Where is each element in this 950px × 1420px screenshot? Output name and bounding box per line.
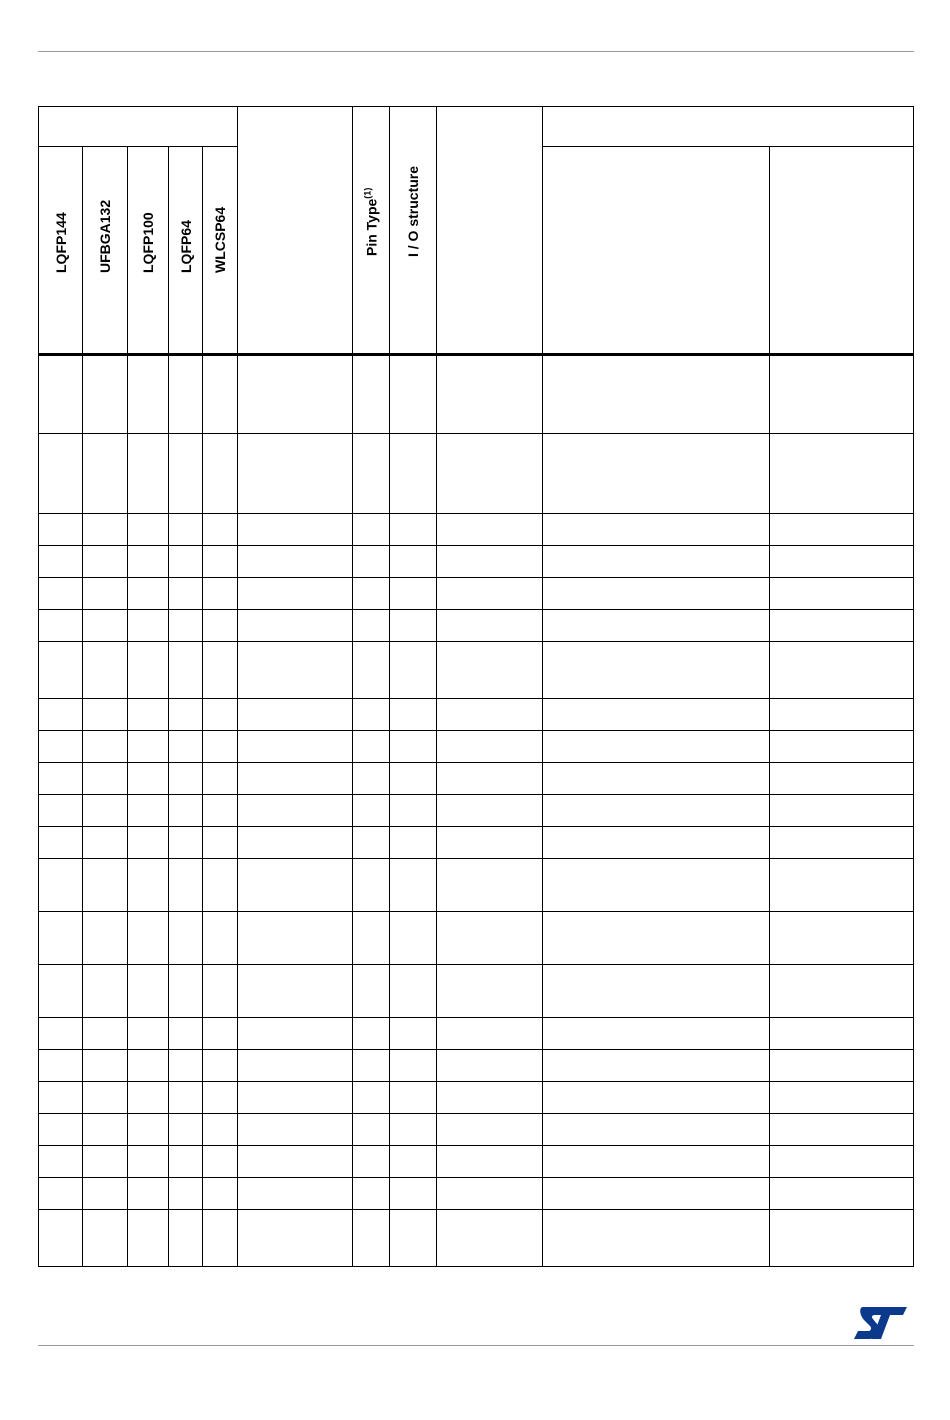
- table-cell: [437, 355, 543, 434]
- table-cell: [390, 763, 437, 795]
- table-row: [39, 434, 914, 514]
- table-row: [39, 1114, 914, 1146]
- table-cell: [390, 578, 437, 610]
- table-cell: [390, 965, 437, 1018]
- table-cell: [770, 1210, 914, 1267]
- table-row: [39, 731, 914, 763]
- table-cell: [390, 1082, 437, 1114]
- footer-rule: [38, 1345, 914, 1346]
- table-cell: [238, 965, 353, 1018]
- table-cell: [83, 434, 128, 514]
- table-cell: [203, 610, 238, 642]
- lqfp144-header-cell: [39, 147, 83, 355]
- table-cell: [390, 795, 437, 827]
- table-cell: [128, 699, 169, 731]
- table-cell: [169, 642, 203, 699]
- table-cell: [238, 1210, 353, 1267]
- table-cell: [238, 355, 353, 434]
- table-cell: [437, 578, 543, 610]
- table-cell: [203, 434, 238, 514]
- table-cell: [203, 1146, 238, 1178]
- table-cell: [39, 699, 83, 731]
- table-cell: [169, 1146, 203, 1178]
- table-cell: [353, 434, 390, 514]
- table-cell: [238, 642, 353, 699]
- table-cell: [770, 965, 914, 1018]
- table-row: [39, 795, 914, 827]
- ufbga132-label: UFBGA132: [97, 199, 113, 273]
- table-cell: [83, 1210, 128, 1267]
- table-cell: [39, 514, 83, 546]
- table-cell: [128, 1018, 169, 1050]
- table-cell: [39, 795, 83, 827]
- table-cell: [83, 699, 128, 731]
- table-cell: [353, 1210, 390, 1267]
- table-cell: [238, 827, 353, 859]
- table-cell: [437, 610, 543, 642]
- table-cell: [83, 1050, 128, 1082]
- table-row: [39, 1050, 914, 1082]
- table-cell: [353, 642, 390, 699]
- table-cell: [353, 965, 390, 1018]
- table-cell: [203, 1178, 238, 1210]
- table-cell: [390, 546, 437, 578]
- table-cell: [128, 610, 169, 642]
- table-cell: [203, 1050, 238, 1082]
- table-cell: [203, 731, 238, 763]
- table-cell: [39, 434, 83, 514]
- table-cell: [39, 546, 83, 578]
- table-cell: [39, 912, 83, 965]
- table-cell: [203, 699, 238, 731]
- table-cell: [437, 763, 543, 795]
- table-cell: [437, 1210, 543, 1267]
- io-structure-label: I / O structure: [405, 165, 422, 257]
- table-cell: [238, 1178, 353, 1210]
- table-body: [39, 355, 914, 1267]
- table-cell: [770, 434, 914, 514]
- lqfp64-header-cell: [169, 147, 203, 355]
- table-cell: [770, 912, 914, 965]
- table-cell: [83, 763, 128, 795]
- table-cell: [543, 546, 770, 578]
- table-cell: [353, 731, 390, 763]
- table-cell: [169, 1210, 203, 1267]
- table-cell: [437, 1018, 543, 1050]
- table-cell: [390, 1178, 437, 1210]
- wlcsp64-header-cell: [203, 147, 238, 355]
- table-cell: [543, 912, 770, 965]
- table-cell: [169, 1018, 203, 1050]
- table-cell: [543, 1114, 770, 1146]
- table-cell: [437, 699, 543, 731]
- table-cell: [238, 912, 353, 965]
- table-cell: [770, 1082, 914, 1114]
- table-cell: [353, 859, 390, 912]
- alternate-functions-header-cell: [543, 147, 770, 355]
- table-cell: [437, 546, 543, 578]
- table-cell: [128, 965, 169, 1018]
- table-cell: [543, 578, 770, 610]
- table-cell: [353, 1146, 390, 1178]
- table-cell: [437, 795, 543, 827]
- table-row: [39, 827, 914, 859]
- table-cell: [169, 763, 203, 795]
- pin-type-label: Pin Type$^{(1)}$: [362, 188, 380, 257]
- table-cell: [83, 1018, 128, 1050]
- lqfp100-label: LQFP100: [140, 212, 156, 273]
- table-cell: [770, 578, 914, 610]
- table-cell: [203, 1018, 238, 1050]
- table-cell: [353, 578, 390, 610]
- table-cell: [543, 355, 770, 434]
- table-cell: [437, 912, 543, 965]
- table-cell: [128, 1178, 169, 1210]
- table-cell: [128, 1114, 169, 1146]
- table-cell: [543, 699, 770, 731]
- io-structure-header-cell: [390, 107, 437, 355]
- table-cell: [39, 1114, 83, 1146]
- table-cell: [770, 1114, 914, 1146]
- table-cell: [543, 514, 770, 546]
- table-group-header-row: [39, 107, 914, 147]
- table-cell: [437, 642, 543, 699]
- table-cell: [543, 731, 770, 763]
- table-cell: [39, 1082, 83, 1114]
- table-cell: [543, 610, 770, 642]
- table-cell: [128, 827, 169, 859]
- table-cell: [770, 1146, 914, 1178]
- pin-number-group-cell: [39, 107, 238, 147]
- table-row: [39, 642, 914, 699]
- lqfp100-header-cell: [128, 147, 169, 355]
- table-cell: [203, 763, 238, 795]
- table-row: [39, 699, 914, 731]
- table-cell: [169, 1050, 203, 1082]
- table-cell: [353, 546, 390, 578]
- table-cell: [390, 827, 437, 859]
- table-cell: [169, 610, 203, 642]
- table-cell: [128, 795, 169, 827]
- table-cell: [238, 763, 353, 795]
- table-cell: [770, 642, 914, 699]
- table-cell: [238, 1050, 353, 1082]
- table-cell: [169, 1178, 203, 1210]
- table-cell: [83, 827, 128, 859]
- table-row: [39, 859, 914, 912]
- table-cell: [83, 355, 128, 434]
- table-cell: [238, 1082, 353, 1114]
- table-cell: [83, 965, 128, 1018]
- table-cell: [83, 642, 128, 699]
- table-cell: [437, 1050, 543, 1082]
- table-cell: [39, 1050, 83, 1082]
- table-cell: [238, 610, 353, 642]
- table-cell: [390, 912, 437, 965]
- table-cell: [353, 514, 390, 546]
- table-cell: [203, 578, 238, 610]
- table-cell: [770, 763, 914, 795]
- table-cell: [770, 355, 914, 434]
- table-cell: [83, 546, 128, 578]
- table-cell: [353, 1082, 390, 1114]
- table-cell: [203, 1114, 238, 1146]
- table-cell: [437, 514, 543, 546]
- table-cell: [83, 610, 128, 642]
- pin-functions-group-cell: [543, 107, 914, 147]
- table-row: [39, 578, 914, 610]
- table-cell: [128, 1050, 169, 1082]
- table-cell: [543, 1018, 770, 1050]
- table-cell: [437, 1178, 543, 1210]
- table-cell: [128, 731, 169, 763]
- table-cell: [83, 1178, 128, 1210]
- table-cell: [83, 1114, 128, 1146]
- additional-functions-header-cell: [770, 147, 914, 355]
- table-cell: [390, 642, 437, 699]
- table-row: [39, 912, 914, 965]
- table-cell: [390, 859, 437, 912]
- table-cell: [238, 731, 353, 763]
- table-cell: [128, 1146, 169, 1178]
- table-cell: [203, 355, 238, 434]
- table-cell: [437, 731, 543, 763]
- table-cell: [543, 434, 770, 514]
- table-cell: [353, 763, 390, 795]
- table-cell: [353, 1114, 390, 1146]
- table-cell: [128, 434, 169, 514]
- table-cell: [128, 1082, 169, 1114]
- table-cell: [770, 1018, 914, 1050]
- table-cell: [203, 795, 238, 827]
- table-cell: [169, 731, 203, 763]
- table-cell: [203, 912, 238, 965]
- lqfp64-label: LQFP64: [177, 220, 194, 273]
- table-cell: [39, 1210, 83, 1267]
- table-cell: [543, 1082, 770, 1114]
- table-cell: [390, 1146, 437, 1178]
- table-cell: [353, 355, 390, 434]
- table-cell: [39, 965, 83, 1018]
- notes-header-cell: [437, 107, 543, 355]
- table-row: [39, 514, 914, 546]
- table-cell: [770, 827, 914, 859]
- table-cell: [169, 912, 203, 965]
- table-cell: [83, 514, 128, 546]
- table-row: [39, 355, 914, 434]
- table-cell: [390, 1114, 437, 1146]
- wlcsp64-label: WLCSP64: [212, 206, 229, 273]
- table-cell: [353, 827, 390, 859]
- lqfp144-label: LQFP144: [52, 212, 69, 273]
- table-cell: [437, 827, 543, 859]
- table-cell: [39, 355, 83, 434]
- table-row: [39, 1018, 914, 1050]
- table-cell: [169, 965, 203, 1018]
- table-cell: [128, 763, 169, 795]
- table-cell: [83, 1146, 128, 1178]
- table-cell: [390, 1210, 437, 1267]
- table-cell: [39, 763, 83, 795]
- table-cell: [238, 578, 353, 610]
- table-cell: [128, 912, 169, 965]
- table-cell: [83, 912, 128, 965]
- pin-type-header-cell: [353, 107, 390, 355]
- table-cell: [437, 965, 543, 1018]
- table-cell: [128, 578, 169, 610]
- table-cell: [39, 1178, 83, 1210]
- table-row: [39, 763, 914, 795]
- table-cell: [543, 859, 770, 912]
- table-cell: [353, 912, 390, 965]
- table-cell: [353, 795, 390, 827]
- table-row: [39, 546, 914, 578]
- table-cell: [770, 731, 914, 763]
- table-cell: [238, 1146, 353, 1178]
- ufbga132-header-cell: [83, 147, 128, 355]
- table-cell: [770, 699, 914, 731]
- table-cell: [390, 434, 437, 514]
- table-cell: [238, 699, 353, 731]
- table-cell: [543, 1146, 770, 1178]
- table-cell: [169, 859, 203, 912]
- table-cell: [39, 610, 83, 642]
- table-cell: [83, 731, 128, 763]
- table-cell: [83, 859, 128, 912]
- table-cell: [203, 1210, 238, 1267]
- table-cell: [169, 1114, 203, 1146]
- table-cell: [770, 610, 914, 642]
- table-cell: [39, 1018, 83, 1050]
- table-row: [39, 610, 914, 642]
- table-cell: [39, 578, 83, 610]
- table-cell: [390, 610, 437, 642]
- table-cell: [128, 546, 169, 578]
- table-cell: [353, 1178, 390, 1210]
- table-cell: [39, 1146, 83, 1178]
- table-cell: [543, 1050, 770, 1082]
- table-cell: [437, 1082, 543, 1114]
- table-cell: [238, 546, 353, 578]
- table-cell: [770, 859, 914, 912]
- pin-definition-table: [38, 106, 914, 1267]
- table-cell: [169, 578, 203, 610]
- table-cell: [543, 1210, 770, 1267]
- table-cell: [128, 355, 169, 434]
- table-row: [39, 1146, 914, 1178]
- table-row: [39, 1178, 914, 1210]
- table-cell: [203, 642, 238, 699]
- table-cell: [238, 514, 353, 546]
- table-cell: [390, 1018, 437, 1050]
- table-cell: [543, 965, 770, 1018]
- table-cell: [128, 514, 169, 546]
- table-row: [39, 1082, 914, 1114]
- table-cell: [353, 699, 390, 731]
- table-cell: [169, 514, 203, 546]
- table-cell: [543, 642, 770, 699]
- table-cell: [128, 859, 169, 912]
- table-cell: [203, 514, 238, 546]
- table-cell: [169, 434, 203, 514]
- table-cell: [169, 827, 203, 859]
- header-rule: [38, 51, 914, 52]
- table-cell: [83, 578, 128, 610]
- table-cell: [203, 859, 238, 912]
- table-cell: [390, 731, 437, 763]
- table-cell: [39, 827, 83, 859]
- table-row: [39, 1210, 914, 1267]
- table-cell: [169, 1082, 203, 1114]
- table-cell: [353, 610, 390, 642]
- table-cell: [238, 795, 353, 827]
- table-cell: [238, 859, 353, 912]
- table-cell: [390, 355, 437, 434]
- table-cell: [169, 795, 203, 827]
- table-cell: [238, 434, 353, 514]
- table-cell: [169, 355, 203, 434]
- table-cell: [83, 1082, 128, 1114]
- table-row: [39, 965, 914, 1018]
- table-cell: [437, 1114, 543, 1146]
- table-cell: [390, 514, 437, 546]
- table-cell: [543, 1178, 770, 1210]
- table-cell: [437, 1146, 543, 1178]
- table-cell: [39, 731, 83, 763]
- table-cell: [390, 699, 437, 731]
- table-cell: [203, 1082, 238, 1114]
- st-logo: [853, 1306, 909, 1340]
- pin-name-header-cell: [238, 107, 353, 355]
- table-cell: [770, 1178, 914, 1210]
- table-cell: [770, 546, 914, 578]
- table-cell: [203, 827, 238, 859]
- table-cell: [169, 546, 203, 578]
- table-cell: [543, 763, 770, 795]
- table-cell: [437, 434, 543, 514]
- table-cell: [770, 795, 914, 827]
- table-cell: [390, 1050, 437, 1082]
- table-cell: [770, 514, 914, 546]
- table-cell: [39, 642, 83, 699]
- table-cell: [437, 859, 543, 912]
- table-cell: [169, 699, 203, 731]
- table-cell: [83, 795, 128, 827]
- table-cell: [543, 827, 770, 859]
- table-cell: [203, 965, 238, 1018]
- table-cell: [238, 1114, 353, 1146]
- table-cell: [203, 546, 238, 578]
- table-cell: [128, 1210, 169, 1267]
- table-cell: [39, 859, 83, 912]
- table-cell: [770, 1050, 914, 1082]
- table-cell: [353, 1050, 390, 1082]
- table-cell: [543, 795, 770, 827]
- table-cell: [353, 1018, 390, 1050]
- table-cell: [238, 1018, 353, 1050]
- table-cell: [128, 642, 169, 699]
